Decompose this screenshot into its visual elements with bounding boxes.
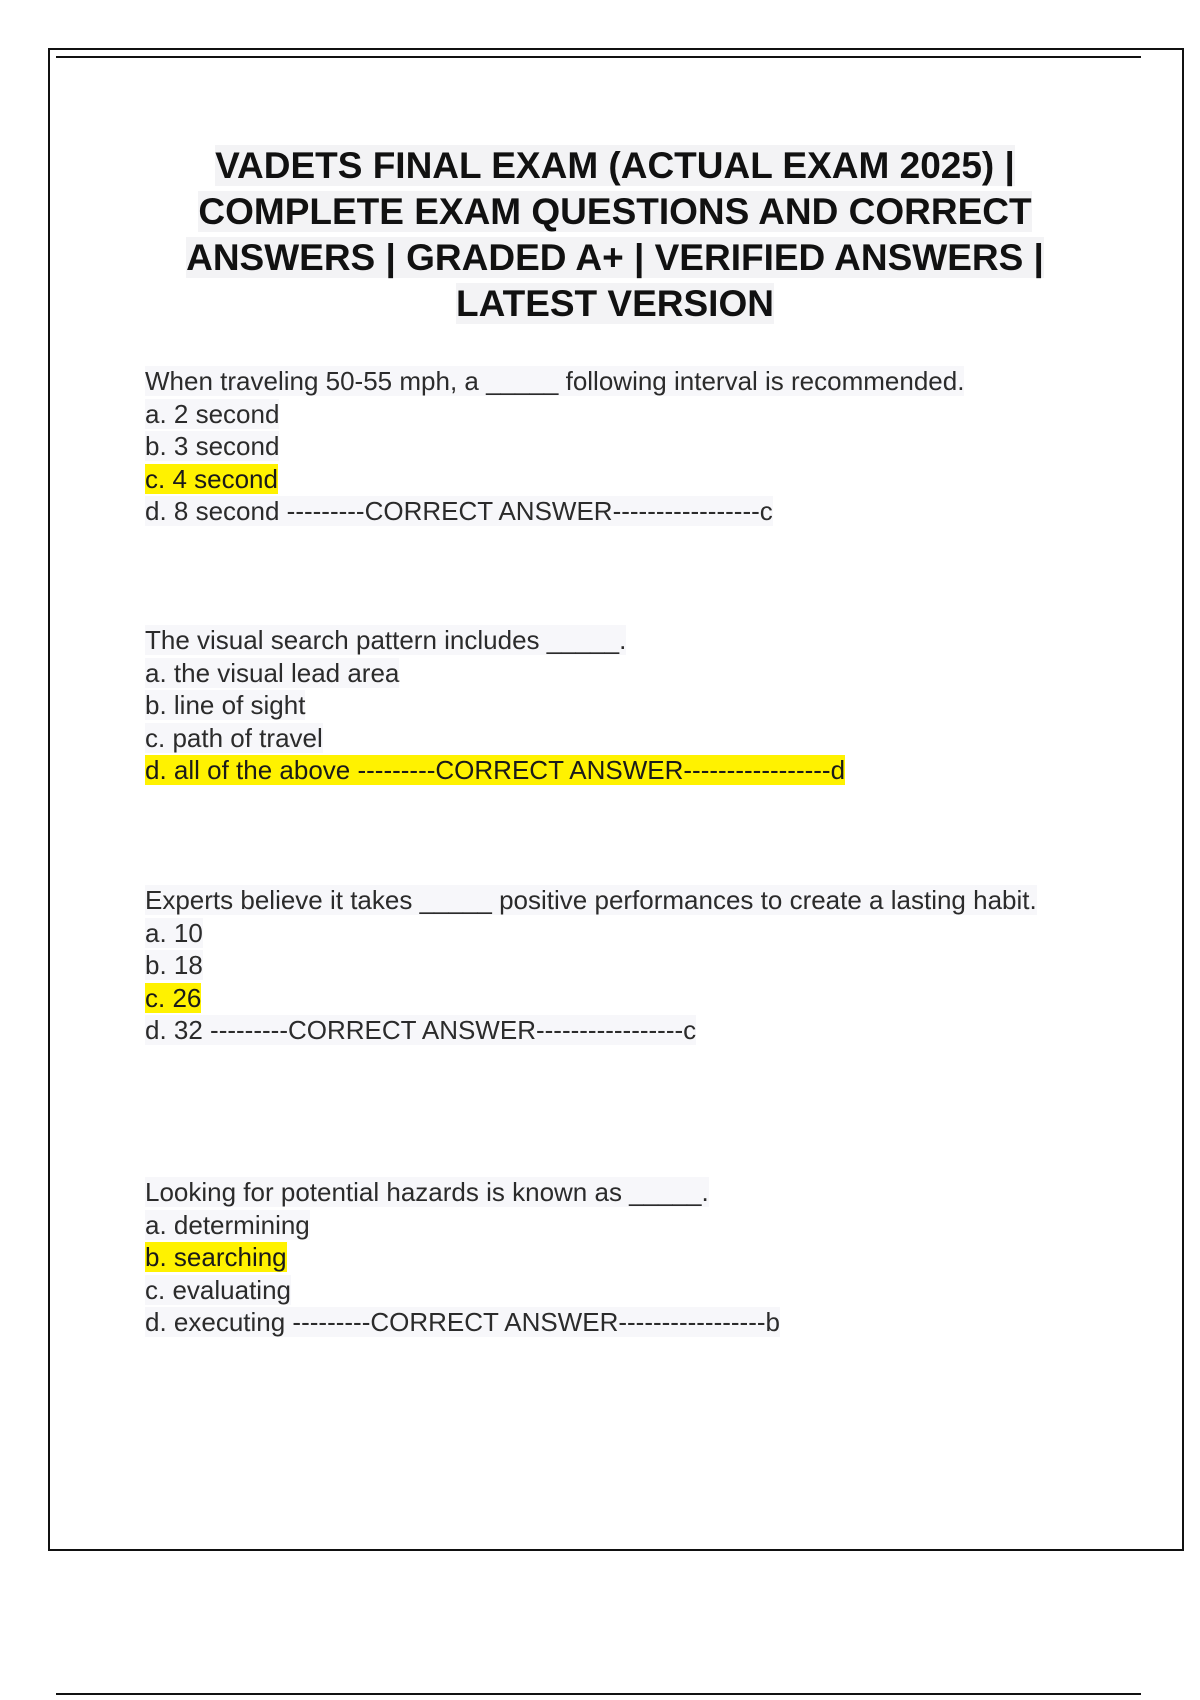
answer-option-d-with-key: d. executing ---------CORRECT ANSWER-----------------b [145, 1307, 780, 1337]
answer-option-d-highlighted-with-key: d. all of the above ---------CORRECT ANSWER-----------------d [145, 755, 846, 785]
answer-option-a: a. the visual lead area [145, 657, 400, 688]
question-prompt: The visual search pattern includes _____. [145, 625, 627, 655]
answer-option-a: a. determining [145, 1209, 310, 1240]
answer-option-b: b. 3 second [145, 431, 280, 461]
document-title [130, 143, 1100, 327]
answer-option-c-highlighted: c. 26 [145, 982, 202, 1013]
answer-option-c: c. evaluating [145, 1274, 291, 1305]
top-rule [56, 56, 1141, 58]
answer-option-b: b. 18 [145, 950, 203, 980]
answer-option-c-highlighted: c. 4 second [145, 463, 278, 494]
document-title-text: VADETS FINAL EXAM (ACTUAL EXAM 2025) | COMPLETE EXAM QUESTIONS AND CORRECT ANSWERS | GRADED A+ | VERIFIED ANSWERS | LATEST VERSION [186, 145, 1044, 324]
question-prompt: Experts believe it takes _____ positive performances to create a lasting habit. [145, 885, 1037, 915]
answer-option-a: a. 10 [145, 917, 203, 948]
question-block-3 [145, 884, 1105, 1047]
answer-option-d-with-key: d. 32 ---------CORRECT ANSWER-----------------c [145, 1015, 697, 1045]
question-block-4 [145, 1176, 1105, 1339]
answer-option-a: a. 2 second [145, 398, 280, 429]
bottom-rule [56, 1693, 1141, 1695]
answer-option-d-with-key: d. 8 second ---------CORRECT ANSWER-----------------c [145, 496, 773, 526]
answer-option-c: c. path of travel [145, 722, 323, 753]
question-prompt: Looking for potential hazards is known as _____. [145, 1177, 709, 1207]
question-block-1 [145, 365, 1105, 528]
question-block-2 [145, 624, 1105, 787]
answer-option-b-highlighted: b. searching [145, 1242, 287, 1272]
answer-option-b: b. line of sight [145, 690, 306, 720]
question-prompt: When traveling 50-55 mph, a _____ following interval is recommended. [145, 366, 965, 396]
